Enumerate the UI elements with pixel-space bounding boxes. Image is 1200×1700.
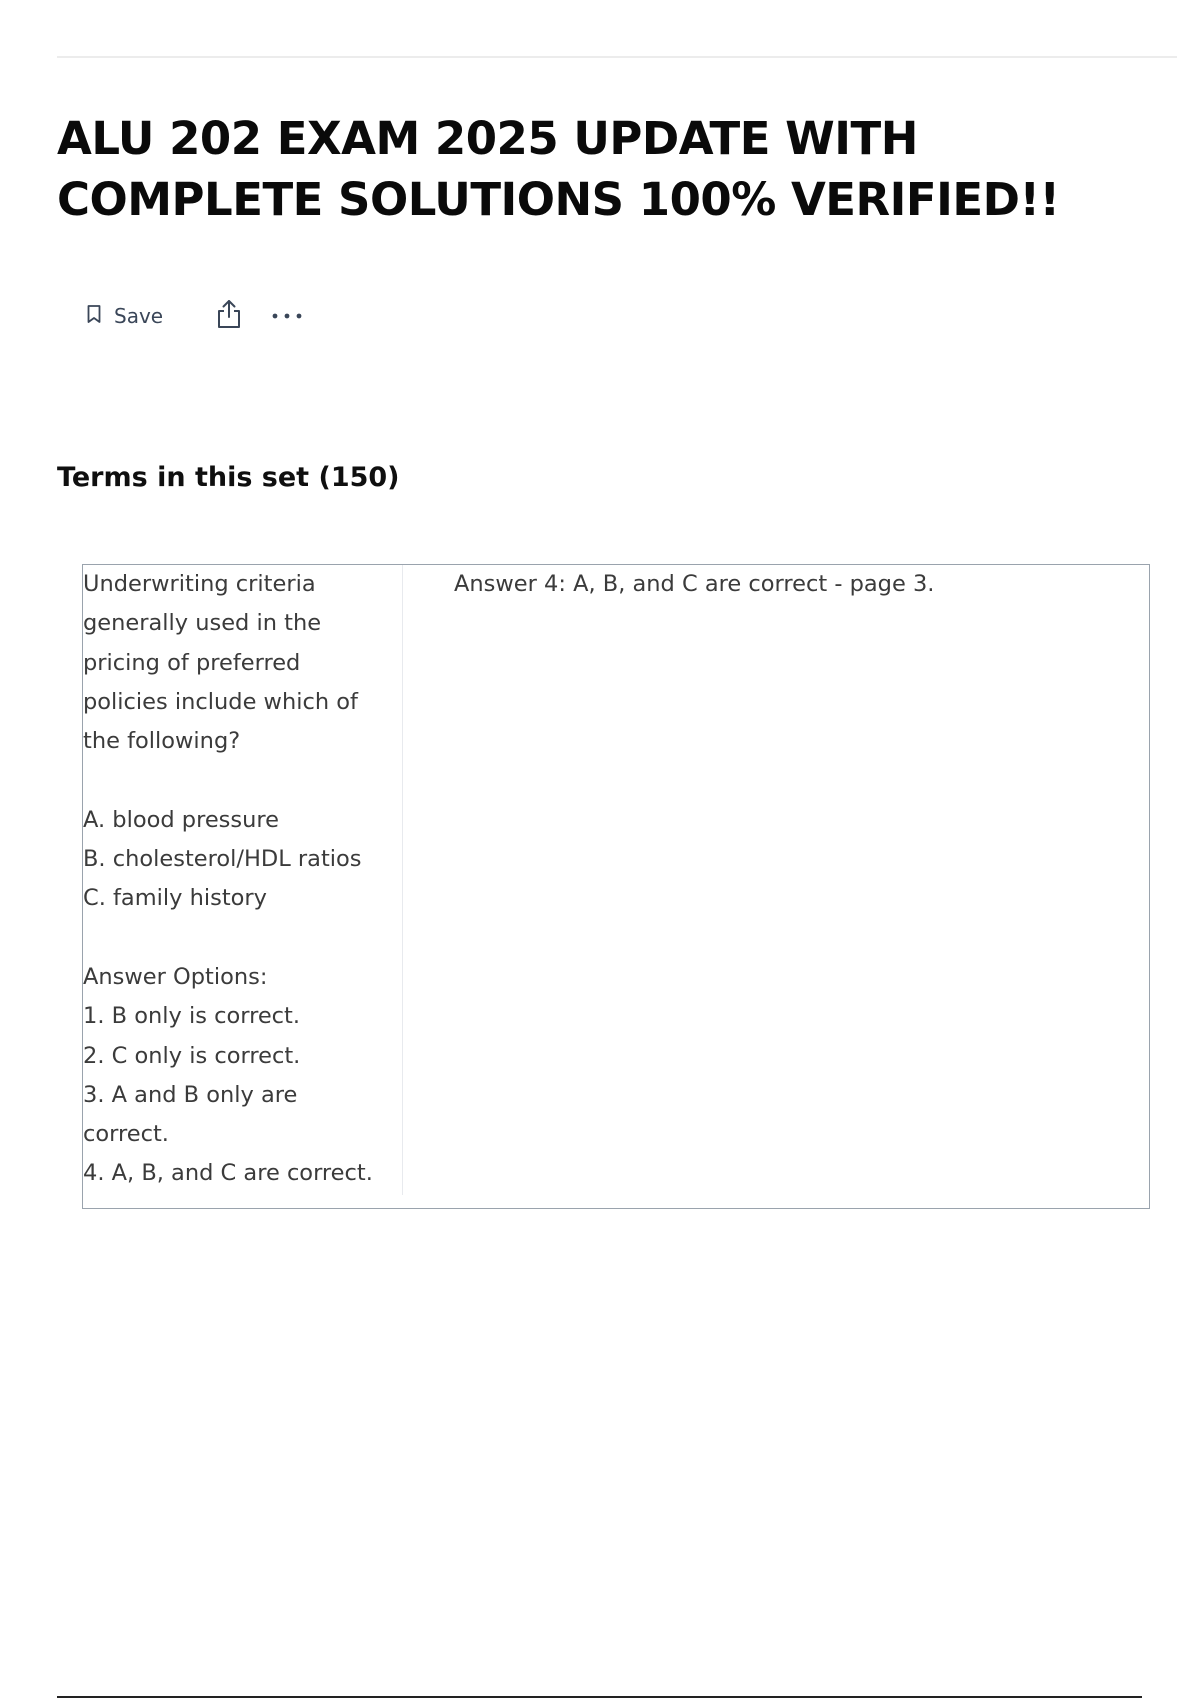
- bottom-divider: [57, 1696, 1142, 1698]
- action-bar: [86, 296, 303, 336]
- more-options-icon: [271, 307, 303, 325]
- terms-table: [82, 564, 1150, 1209]
- share-button[interactable]: [215, 298, 243, 335]
- bookmark-icon: [86, 304, 102, 329]
- top-divider: [57, 56, 1177, 58]
- share-icon: [215, 298, 243, 335]
- more-options-button[interactable]: [271, 307, 303, 325]
- page-title: ALU 202 EXAM 2025 UPDATE WITH COMPLETE SOLUTIONS 100% VERIFIED!!: [57, 112, 1060, 226]
- save-button[interactable]: [86, 304, 163, 329]
- term-text: Underwriting criteria generally used in the pricing of preferred policies include which of the following? A. blood pressure B. cholesterol/HDL ratios C. family history Answer Options: 1. B only is correct. 2. C only is correct. 3. A and B only are correct. 4. A, B, and C are correct.: [83, 565, 403, 1195]
- terms-heading: Terms in this set (150): [57, 462, 400, 493]
- definition-text: Answer 4: A, B, and C are correct - page 3.: [454, 571, 935, 597]
- save-label: Save: [114, 304, 164, 328]
